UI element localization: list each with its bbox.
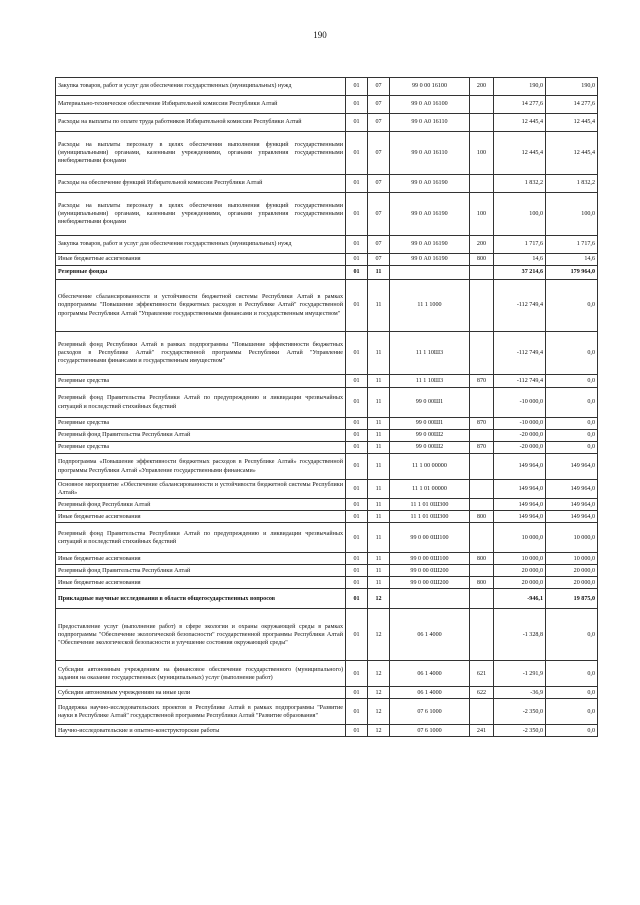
row-sum-2-cell: 179 964,0 — [546, 266, 598, 280]
row-sum-2-cell: 190,0 — [546, 78, 598, 96]
row-subsection-cell: 07 — [368, 114, 390, 132]
row-name-cell: Прикладные научные исследования в области общегосударственных вопросов — [56, 589, 346, 609]
row-target-article-cell: 11 1 10Ш3 — [390, 332, 470, 375]
table-row — [56, 454, 598, 480]
row-section-cell: 01 — [346, 78, 368, 96]
row-sum-2-cell: 0,0 — [546, 687, 598, 699]
row-section-cell: 01 — [346, 480, 368, 499]
row-sum-1-cell: -946,1 — [494, 589, 546, 609]
row-target-article-cell: 11 1 10Ш3 — [390, 375, 470, 388]
row-expense-type-cell — [470, 699, 494, 725]
row-subsection-cell: 07 — [368, 96, 390, 114]
row-sum-1-cell: 149 964,0 — [494, 454, 546, 480]
row-expense-type-cell — [470, 454, 494, 480]
row-sum-1-cell: 149 964,0 — [494, 480, 546, 499]
row-sum-1-cell: 14,6 — [494, 254, 546, 266]
row-expense-type-cell — [470, 388, 494, 418]
row-expense-type-cell: 622 — [470, 687, 494, 699]
row-sum-1-cell: -112 749,4 — [494, 332, 546, 375]
row-sum-2-cell: 149 964,0 — [546, 480, 598, 499]
row-subsection-cell: 11 — [368, 430, 390, 442]
row-name-cell: Расходы на выплаты персоналу в целях обеспечения выполнения функций государственными (муниципальными) органами, казенными учреждениями, органами управления государственными внебюджетными фондами — [56, 132, 346, 175]
row-target-article-cell — [390, 266, 470, 280]
row-name-cell: Расходы на выплаты персоналу в целях обеспечения выполнения функций государственными (муниципальными) органами, казенными учреждениями, органами управления государственными внебюджетными фондами — [56, 193, 346, 236]
row-target-article-cell: 99 0 А0 16190 — [390, 175, 470, 193]
row-section-cell: 01 — [346, 511, 368, 523]
row-sum-1-cell: 12 445,4 — [494, 114, 546, 132]
table-row — [56, 511, 598, 523]
row-target-article-cell: 11 1 1000 — [390, 280, 470, 332]
table-row — [56, 442, 598, 454]
row-section-cell: 01 — [346, 96, 368, 114]
row-target-article-cell: 06 1 4000 — [390, 609, 470, 661]
row-name-cell: Иные бюджетные ассигнования — [56, 577, 346, 589]
row-sum-2-cell: 12 445,4 — [546, 132, 598, 175]
row-sum-2-cell: 12 445,4 — [546, 114, 598, 132]
row-subsection-cell: 11 — [368, 480, 390, 499]
table-row — [56, 418, 598, 430]
row-target-article-cell: 11 1 01 0Ш300 — [390, 499, 470, 511]
row-target-article-cell: 99 0 00 0Ш200 — [390, 565, 470, 577]
table-row — [56, 114, 598, 132]
row-sum-1-cell: -112 749,4 — [494, 375, 546, 388]
row-target-article-cell: 99 0 00 0Ш100 — [390, 523, 470, 553]
row-sum-2-cell: 0,0 — [546, 661, 598, 687]
table-row — [56, 332, 598, 375]
row-section-cell: 01 — [346, 254, 368, 266]
row-sum-1-cell: 14 277,6 — [494, 96, 546, 114]
table-row — [56, 236, 598, 254]
row-expense-type-cell: 100 — [470, 193, 494, 236]
row-target-article-cell: 99 0 А0 16100 — [390, 96, 470, 114]
row-section-cell: 01 — [346, 114, 368, 132]
row-expense-type-cell: 241 — [470, 725, 494, 737]
row-name-cell: Материально-техническое обеспечение Избирательной комиссии Республики Алтай — [56, 96, 346, 114]
row-subsection-cell: 12 — [368, 609, 390, 661]
row-name-cell: Иные бюджетные ассигнования — [56, 553, 346, 565]
row-name-cell: Резервный фонд Правительства Республики Алтай — [56, 430, 346, 442]
row-target-article-cell: 99 0 00 0Ш100 — [390, 553, 470, 565]
row-sum-2-cell: 0,0 — [546, 725, 598, 737]
table-row — [56, 375, 598, 388]
table-row — [56, 589, 598, 609]
row-sum-1-cell: -1 291,9 — [494, 661, 546, 687]
row-sum-2-cell: 0,0 — [546, 418, 598, 430]
row-subsection-cell: 12 — [368, 661, 390, 687]
row-sum-2-cell: 19 875,0 — [546, 589, 598, 609]
row-sum-1-cell: 100,0 — [494, 193, 546, 236]
row-sum-2-cell: 1 717,6 — [546, 236, 598, 254]
row-subsection-cell: 11 — [368, 553, 390, 565]
table-row — [56, 254, 598, 266]
row-sum-2-cell: 0,0 — [546, 442, 598, 454]
row-name-cell: Резервные фонды — [56, 266, 346, 280]
row-subsection-cell: 11 — [368, 332, 390, 375]
row-name-cell: Закупка товаров, работ и услуг для обеспечения государственных (муниципальных) нужд — [56, 236, 346, 254]
row-name-cell: Субсидии автономным учреждениям на иные цели — [56, 687, 346, 699]
row-name-cell: Резервный фонд Правительства Республики Алтай — [56, 565, 346, 577]
row-name-cell: Подпрограмма «Повышение эффективности бюджетных расходов в Республике Алтай» государственной программы Республики Алтай «Управление государственными финансами» — [56, 454, 346, 480]
row-name-cell: Резервные средства — [56, 375, 346, 388]
row-sum-1-cell: -2 350,0 — [494, 699, 546, 725]
row-subsection-cell: 11 — [368, 499, 390, 511]
row-sum-2-cell: 0,0 — [546, 430, 598, 442]
row-subsection-cell: 11 — [368, 565, 390, 577]
row-section-cell: 01 — [346, 442, 368, 454]
row-target-article-cell: 99 0 00Ш1 — [390, 418, 470, 430]
row-name-cell: Обеспечение сбалансированности и устойчивости бюджетной системы Республики Алтай в рамках подпрограммы "Повышение эффективности бюджетных расходов в Республике Алтай" государственной программы Республики Алтай "Управление государственными финансами и государственным имуществом" — [56, 280, 346, 332]
row-target-article-cell: 99 0 00Ш1 — [390, 388, 470, 418]
row-section-cell: 01 — [346, 430, 368, 442]
table-row — [56, 480, 598, 499]
row-name-cell: Поддержка научно-исследовательских проектов в Республике Алтай в рамках подпрограммы "Развитие науки в Республике Алтай" государственной программы Республики Алтай "Развитие образования" — [56, 699, 346, 725]
row-subsection-cell: 11 — [368, 577, 390, 589]
table-row — [56, 388, 598, 418]
row-target-article-cell: 11 1 01 0Ш300 — [390, 511, 470, 523]
table-row — [56, 499, 598, 511]
row-section-cell: 01 — [346, 589, 368, 609]
row-expense-type-cell: 621 — [470, 661, 494, 687]
row-sum-1-cell: 20 000,0 — [494, 577, 546, 589]
table-row — [56, 430, 598, 442]
row-section-cell: 01 — [346, 132, 368, 175]
row-subsection-cell: 12 — [368, 589, 390, 609]
row-sum-1-cell: 149 964,0 — [494, 511, 546, 523]
row-sum-1-cell: -20 000,0 — [494, 430, 546, 442]
table-row — [56, 661, 598, 687]
row-sum-2-cell: 0,0 — [546, 699, 598, 725]
row-name-cell: Иные бюджетные ассигнования — [56, 254, 346, 266]
row-name-cell: Субсидии автономным учреждениям на финансовое обеспечение государственного (муниципального) задания на оказание государственных (муниципальных) услуг (выполнение работ) — [56, 661, 346, 687]
row-sum-1-cell: 10 000,0 — [494, 523, 546, 553]
row-sum-2-cell: 0,0 — [546, 388, 598, 418]
row-sum-2-cell: 14 277,6 — [546, 96, 598, 114]
row-expense-type-cell — [470, 332, 494, 375]
row-target-article-cell: 99 0 А0 16110 — [390, 132, 470, 175]
row-section-cell: 01 — [346, 454, 368, 480]
row-sum-2-cell: 20 000,0 — [546, 577, 598, 589]
row-section-cell: 01 — [346, 280, 368, 332]
row-sum-1-cell: 10 000,0 — [494, 553, 546, 565]
row-name-cell: Резервный фонд Республики Алтай в рамках подпрограммы "Повышение эффективности бюджетных расходов в Республике Алтай" государственной программы Республики Алтай "Управление государственными финансами и государственным имуществом" — [56, 332, 346, 375]
row-target-article-cell: 99 0 А0 16190 — [390, 236, 470, 254]
row-section-cell: 01 — [346, 375, 368, 388]
row-sum-1-cell: -2 350,0 — [494, 725, 546, 737]
row-sum-1-cell: -10 000,0 — [494, 418, 546, 430]
row-sum-2-cell: 1 832,2 — [546, 175, 598, 193]
row-name-cell: Основное мероприятие «Обеспечение сбалансированности и устойчивости бюджетной системы Республики Алтай» — [56, 480, 346, 499]
row-target-article-cell: 99 0 А0 16110 — [390, 114, 470, 132]
table-row — [56, 553, 598, 565]
row-sum-2-cell: 10 000,0 — [546, 523, 598, 553]
row-sum-1-cell: -10 000,0 — [494, 388, 546, 418]
row-section-cell: 01 — [346, 725, 368, 737]
table-row — [56, 609, 598, 661]
row-name-cell: Резервный фонд Правительства Республики Алтай по предупреждению и ликвидации чрезвычайных ситуаций и последствий стихийных бедствий — [56, 523, 346, 553]
table-row — [56, 577, 598, 589]
row-name-cell: Резервный фонд Республики Алтай — [56, 499, 346, 511]
row-sum-1-cell: -36,9 — [494, 687, 546, 699]
table-row — [56, 175, 598, 193]
row-name-cell: Иные бюджетные ассигнования — [56, 511, 346, 523]
row-section-cell: 01 — [346, 565, 368, 577]
row-expense-type-cell — [470, 565, 494, 577]
row-subsection-cell: 11 — [368, 280, 390, 332]
row-target-article-cell: 06 1 4000 — [390, 661, 470, 687]
row-target-article-cell: 99 0 00Ш2 — [390, 430, 470, 442]
row-subsection-cell: 07 — [368, 175, 390, 193]
table-row — [56, 78, 598, 96]
row-expense-type-cell — [470, 430, 494, 442]
row-expense-type-cell — [470, 175, 494, 193]
row-section-cell: 01 — [346, 388, 368, 418]
row-section-cell: 01 — [346, 499, 368, 511]
row-sum-2-cell: 0,0 — [546, 332, 598, 375]
row-sum-2-cell: 14,6 — [546, 254, 598, 266]
row-sum-2-cell: 149 964,0 — [546, 511, 598, 523]
row-section-cell: 01 — [346, 236, 368, 254]
row-target-article-cell: 11 1 01 00000 — [390, 480, 470, 499]
row-subsection-cell: 11 — [368, 523, 390, 553]
row-name-cell: Резервные средства — [56, 442, 346, 454]
budget-table — [55, 77, 598, 737]
row-section-cell: 01 — [346, 332, 368, 375]
row-subsection-cell: 11 — [368, 418, 390, 430]
row-subsection-cell: 12 — [368, 699, 390, 725]
table-row — [56, 565, 598, 577]
row-subsection-cell: 11 — [368, 375, 390, 388]
row-sum-1-cell: -112 749,4 — [494, 280, 546, 332]
row-subsection-cell: 11 — [368, 511, 390, 523]
row-expense-type-cell: 870 — [470, 442, 494, 454]
row-expense-type-cell: 800 — [470, 511, 494, 523]
table-row — [56, 523, 598, 553]
row-expense-type-cell: 800 — [470, 553, 494, 565]
row-section-cell: 01 — [346, 687, 368, 699]
row-sum-1-cell: 190,0 — [494, 78, 546, 96]
row-name-cell: Резервные средства — [56, 418, 346, 430]
row-section-cell: 01 — [346, 266, 368, 280]
row-expense-type-cell — [470, 523, 494, 553]
row-section-cell: 01 — [346, 577, 368, 589]
table-row — [56, 725, 598, 737]
row-section-cell: 01 — [346, 523, 368, 553]
row-sum-1-cell: 12 445,4 — [494, 132, 546, 175]
page-number: 190 — [313, 30, 327, 40]
row-target-article-cell: 99 0 А0 16190 — [390, 193, 470, 236]
row-expense-type-cell — [470, 609, 494, 661]
row-sum-1-cell: -20 000,0 — [494, 442, 546, 454]
table-row — [56, 266, 598, 280]
row-name-cell: Научно-исследовательские и опытно-конструкторские работы — [56, 725, 346, 737]
row-target-article-cell: 07 6 1000 — [390, 725, 470, 737]
table-row — [56, 687, 598, 699]
row-subsection-cell: 11 — [368, 266, 390, 280]
row-target-article-cell: 99 0 00 16100 — [390, 78, 470, 96]
row-name-cell: Расходы на обеспечение функций Избирательной комиссии Республики Алтай — [56, 175, 346, 193]
row-target-article-cell: 99 0 А0 16190 — [390, 254, 470, 266]
row-expense-type-cell: 100 — [470, 132, 494, 175]
row-target-article-cell — [390, 589, 470, 609]
row-sum-2-cell: 20 000,0 — [546, 565, 598, 577]
row-name-cell: Расходы на выплаты по оплате труда работников Избирательной комиссии Республики Алтай — [56, 114, 346, 132]
row-name-cell: Закупка товаров, работ и услуг для обеспечения государственных (муниципальных) нужд — [56, 78, 346, 96]
row-section-cell: 01 — [346, 661, 368, 687]
row-sum-1-cell: 37 214,6 — [494, 266, 546, 280]
row-sum-1-cell: -1 328,8 — [494, 609, 546, 661]
row-subsection-cell: 07 — [368, 236, 390, 254]
row-sum-2-cell: 149 964,0 — [546, 454, 598, 480]
row-section-cell: 01 — [346, 418, 368, 430]
row-section-cell: 01 — [346, 193, 368, 236]
row-sum-1-cell: 20 000,0 — [494, 565, 546, 577]
row-target-article-cell: 11 1 00 00000 — [390, 454, 470, 480]
row-section-cell: 01 — [346, 699, 368, 725]
row-subsection-cell: 11 — [368, 442, 390, 454]
row-sum-2-cell: 0,0 — [546, 280, 598, 332]
row-expense-type-cell — [470, 114, 494, 132]
table-row — [56, 96, 598, 114]
row-expense-type-cell: 800 — [470, 254, 494, 266]
row-section-cell: 01 — [346, 175, 368, 193]
row-expense-type-cell: 870 — [470, 418, 494, 430]
row-sum-2-cell: 10 000,0 — [546, 553, 598, 565]
row-subsection-cell: 07 — [368, 132, 390, 175]
row-sum-2-cell: 100,0 — [546, 193, 598, 236]
table-row — [56, 132, 598, 175]
row-subsection-cell: 07 — [368, 254, 390, 266]
row-subsection-cell: 07 — [368, 193, 390, 236]
row-subsection-cell: 12 — [368, 687, 390, 699]
row-expense-type-cell — [470, 480, 494, 499]
row-subsection-cell: 12 — [368, 725, 390, 737]
row-expense-type-cell — [470, 499, 494, 511]
row-subsection-cell: 11 — [368, 388, 390, 418]
row-expense-type-cell: 200 — [470, 78, 494, 96]
row-name-cell: Предоставление услуг (выполнение работ) в сфере экологии и охраны окружающей среды в рамках подпрограммы "Обеспечение экологической безопасности" государственной программы Республики Алтай "Обеспечение экологической безопасности и улучшение состояния окружающей среды" — [56, 609, 346, 661]
table-row — [56, 699, 598, 725]
row-expense-type-cell — [470, 96, 494, 114]
row-target-article-cell: 06 1 4000 — [390, 687, 470, 699]
row-target-article-cell: 99 0 00 0Ш200 — [390, 577, 470, 589]
row-target-article-cell: 99 0 00Ш2 — [390, 442, 470, 454]
row-sum-1-cell: 1 832,2 — [494, 175, 546, 193]
row-sum-1-cell: 1 717,6 — [494, 236, 546, 254]
row-sum-2-cell: 0,0 — [546, 375, 598, 388]
row-expense-type-cell: 200 — [470, 236, 494, 254]
row-expense-type-cell — [470, 589, 494, 609]
row-subsection-cell: 07 — [368, 78, 390, 96]
row-expense-type-cell — [470, 280, 494, 332]
row-sum-2-cell: 0,0 — [546, 609, 598, 661]
row-expense-type-cell — [470, 266, 494, 280]
table-row — [56, 280, 598, 332]
row-target-article-cell: 07 6 1000 — [390, 699, 470, 725]
row-section-cell: 01 — [346, 553, 368, 565]
row-expense-type-cell: 800 — [470, 577, 494, 589]
row-name-cell: Резервный фонд Правительства Республики Алтай по предупреждению и ликвидации чрезвычайных ситуаций и последствий стихийных бедствий — [56, 388, 346, 418]
row-sum-2-cell: 149 964,0 — [546, 499, 598, 511]
row-expense-type-cell: 870 — [470, 375, 494, 388]
table-row — [56, 193, 598, 236]
row-section-cell: 01 — [346, 609, 368, 661]
budget-table-body — [56, 78, 598, 737]
row-subsection-cell: 11 — [368, 454, 390, 480]
row-sum-1-cell: 149 964,0 — [494, 499, 546, 511]
